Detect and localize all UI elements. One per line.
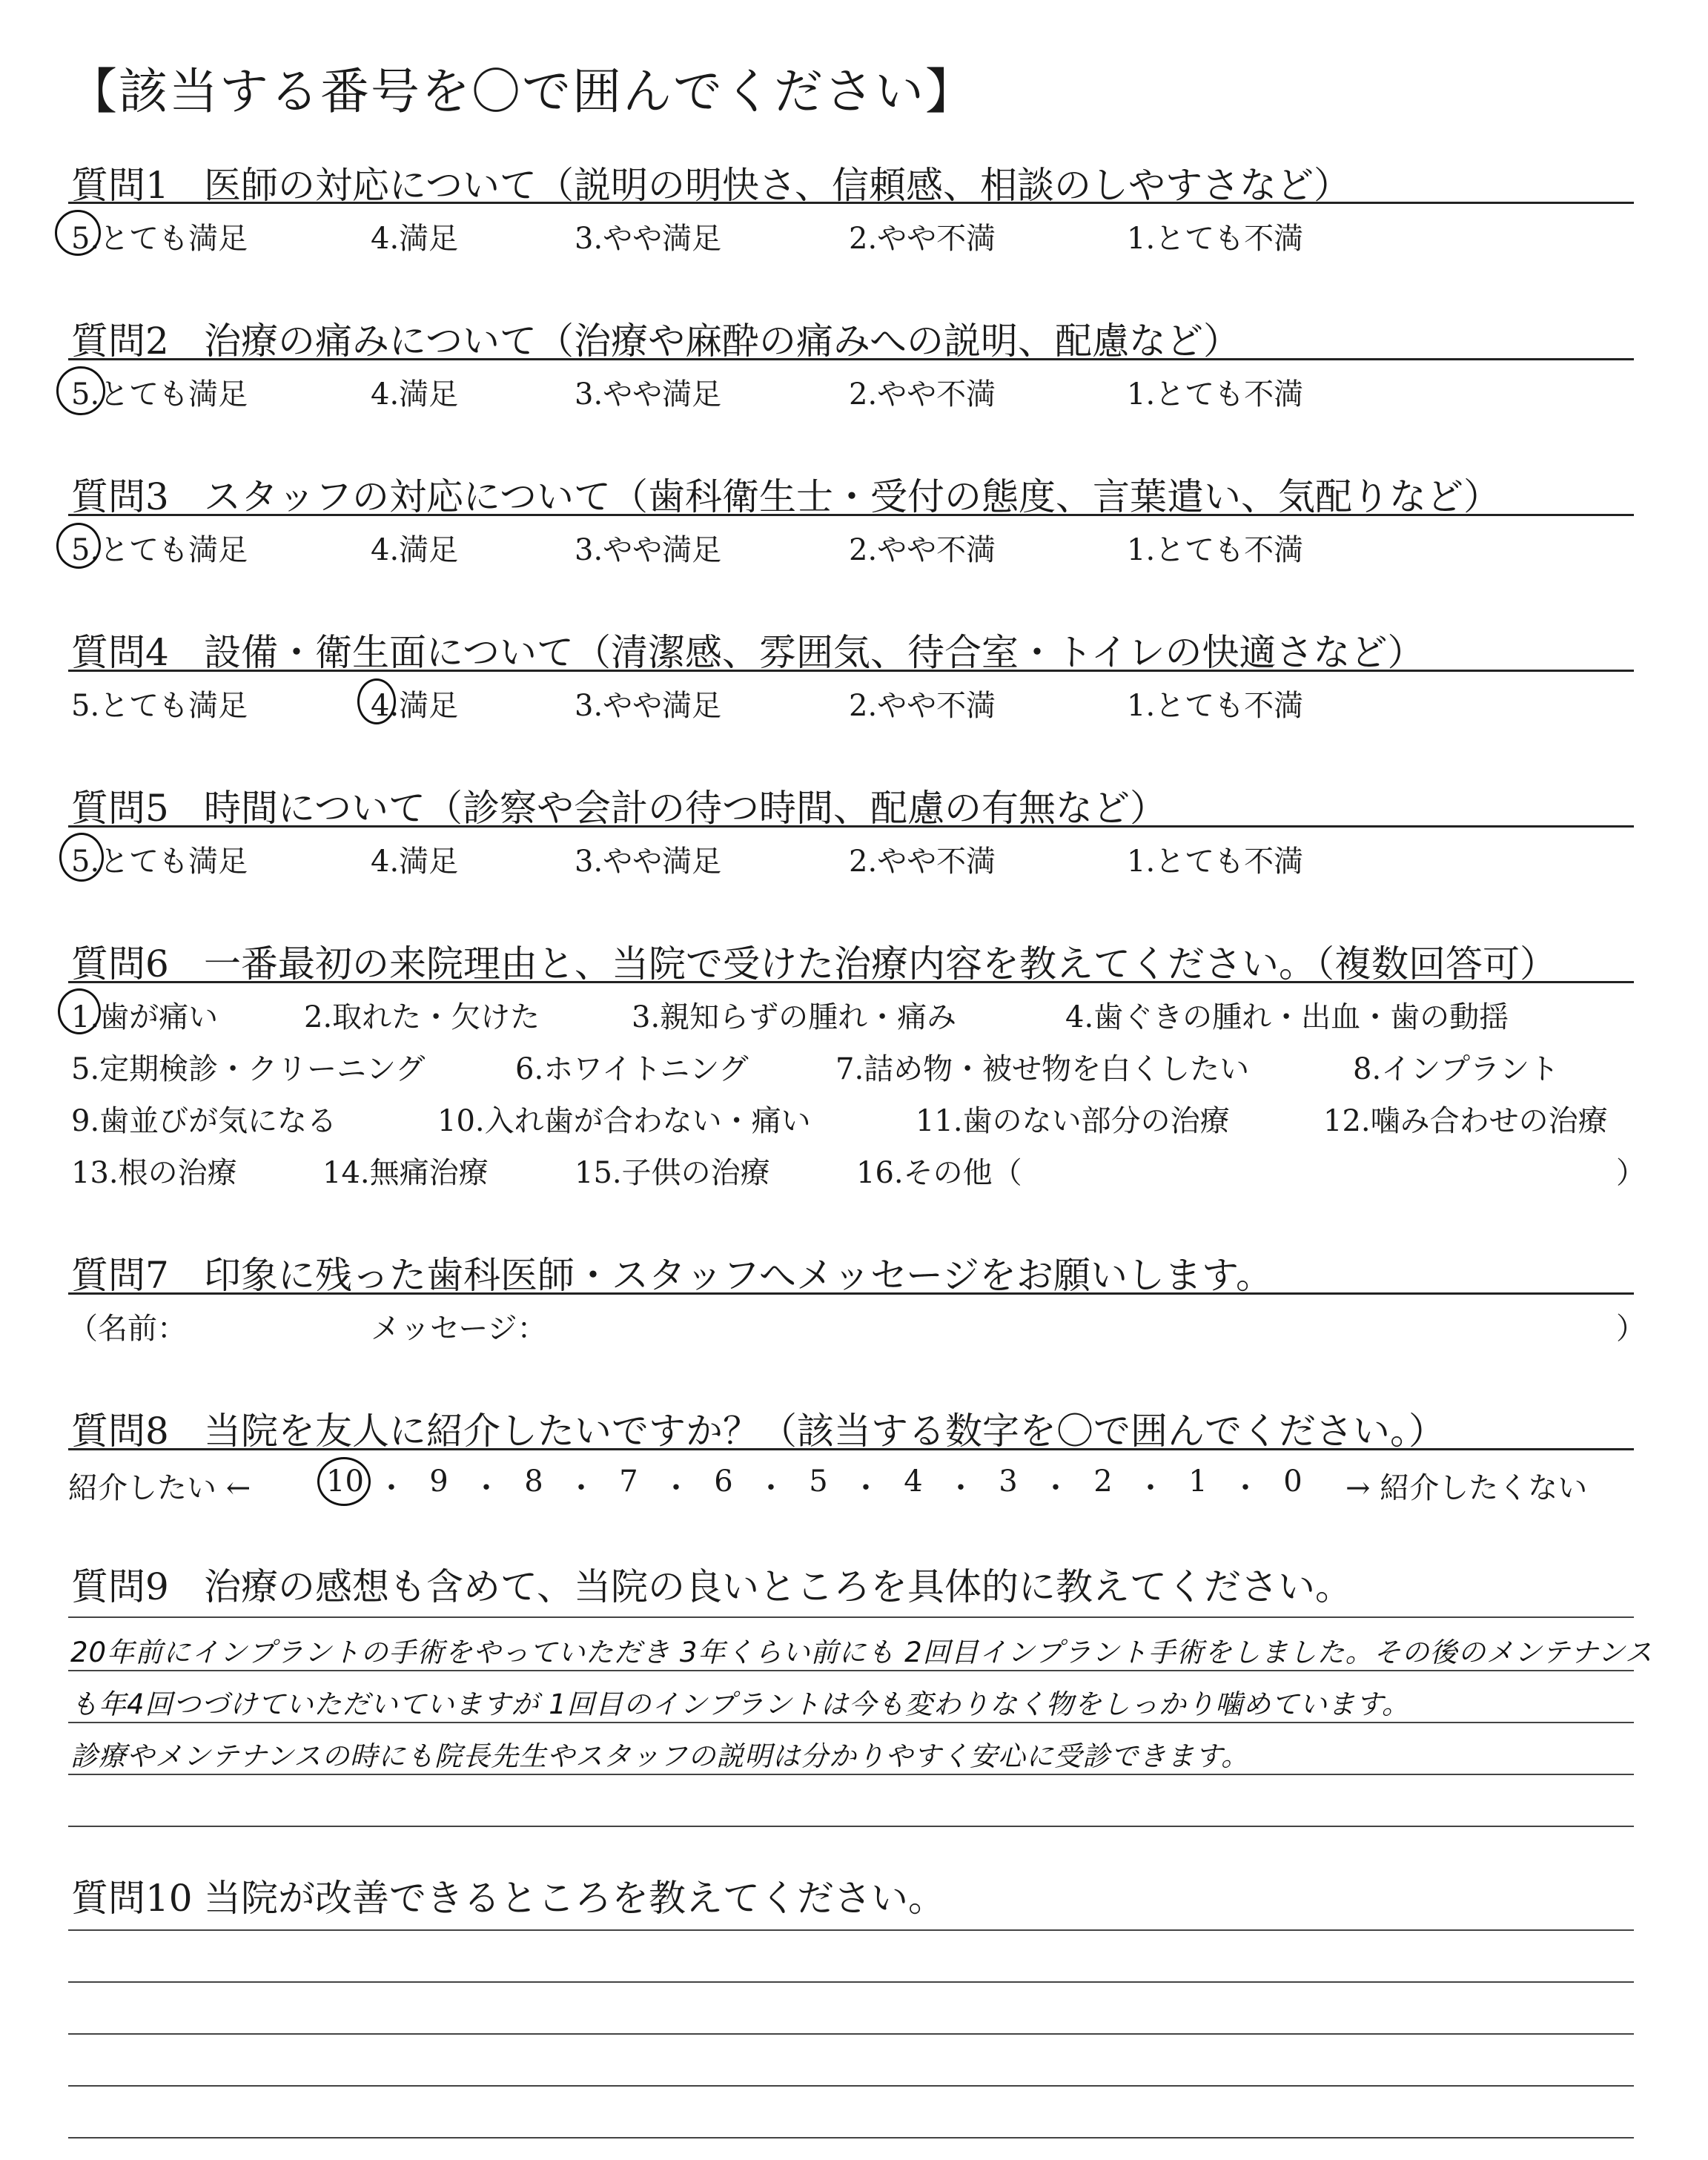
q8-dot: ・ [756, 1471, 786, 1505]
q8-score-3[interactable]: 3 [999, 1464, 1018, 1499]
q9-answer-rule [68, 1616, 1634, 1618]
q6-option-8[interactable]: 8.インプラント [1353, 1052, 1560, 1086]
q6-selected-circle [58, 988, 101, 1034]
q4-option-3[interactable]: 3.やや満足 [575, 689, 722, 723]
question-2-text: 治療の痛みについて（治療や麻酔の痛みへの説明、配慮など） [204, 320, 1240, 363]
q8-dot: ・ [661, 1471, 691, 1505]
q1-option-3[interactable]: 3.やや満足 [575, 222, 722, 256]
q2-option-1[interactable]: 1.とても不満 [1127, 377, 1304, 412]
q3-option-5[interactable]: 5.とても満足 [71, 533, 248, 567]
q4-selected-circle [357, 678, 396, 724]
q5-option-5[interactable]: 5.とても満足 [71, 845, 248, 879]
q7-message-label: メッセージ： [371, 1312, 547, 1346]
q8-dot: ・ [1231, 1471, 1260, 1505]
q9-answer-rule [68, 1774, 1634, 1775]
q3-option-1[interactable]: 1.とても不満 [1127, 533, 1304, 567]
question-2-label: 質問2 [71, 320, 169, 363]
q1-option-2[interactable]: 2.やや不満 [849, 222, 996, 256]
q8-score-4[interactable]: 4 [904, 1464, 923, 1499]
q6-option-4[interactable]: 4.歯ぐきの腫れ・出血・歯の動揺 [1065, 1000, 1509, 1034]
q8-dot: ・ [377, 1471, 406, 1505]
q9-answer-line-2: も年4回つづけていただいていますが 1回目のインプラントは今も変わりなく物をしっかり噛めています。 [70, 1688, 1410, 1720]
question-4-label: 質問4 [71, 631, 169, 674]
q8-score-1[interactable]: 1 [1188, 1464, 1208, 1499]
question-10-text: 当院が改善できるところを教えてください。 [204, 1877, 945, 1920]
q4-option-2[interactable]: 2.やや不満 [849, 689, 996, 723]
q8-left-label: 紹介したい ← [68, 1471, 251, 1505]
q2-option-4[interactable]: 4.満足 [371, 377, 459, 412]
q9-answer-line-1: 20年前にインプラントの手術をやっていただき 3年くらい前にも 2回目インプラント手術をしました。その後のメンテナンス [70, 1636, 1653, 1668]
q6-option-13[interactable]: 13.根の治療 [71, 1156, 237, 1190]
question-5-rule [68, 825, 1634, 828]
q6-option-16[interactable]: 16.その他（ [856, 1156, 1022, 1190]
question-6-text: 一番最初の来院理由と、当院で受けた治療内容を教えてください。（複数回答可） [204, 942, 1557, 985]
question-7-rule [68, 1292, 1634, 1295]
page-title: 【該当する番号を〇で囲んでください】 [68, 63, 976, 120]
q8-score-10[interactable]: 10 [326, 1464, 364, 1499]
q3-option-4[interactable]: 4.満足 [371, 533, 459, 567]
q4-option-1[interactable]: 1.とても不満 [1127, 689, 1304, 723]
question-6-label: 質問6 [71, 942, 169, 985]
q8-dot: ・ [1136, 1471, 1165, 1505]
q6-option-1[interactable]: 1.歯が痛い [71, 1000, 219, 1034]
question-7-label: 質問7 [71, 1254, 169, 1297]
q5-option-2[interactable]: 2.やや不満 [849, 845, 996, 879]
q1-option-4[interactable]: 4.満足 [371, 222, 459, 256]
q9-answer-rule [68, 1722, 1634, 1723]
question-1-label: 質問1 [71, 164, 169, 207]
q6-option-11[interactable]: 11.歯のない部分の治療 [916, 1104, 1230, 1138]
q6-option-12[interactable]: 12.噛み合わせの治療 [1323, 1104, 1608, 1138]
question-8-rule [68, 1448, 1634, 1450]
q8-dot: ・ [471, 1471, 501, 1505]
q8-score-0[interactable]: 0 [1283, 1464, 1302, 1499]
q10-answer-rule [68, 2137, 1634, 2138]
question-9-text: 治療の感想も含めて、当院の良いところを具体的に教えてください。 [204, 1565, 1352, 1608]
question-5-text: 時間について（診察や会計の待つ時間、配慮の有無など） [204, 787, 1167, 830]
q5-option-1[interactable]: 1.とても不満 [1127, 845, 1304, 879]
q10-answer-rule [68, 2085, 1634, 2087]
q4-option-5[interactable]: 5.とても満足 [71, 689, 248, 723]
question-3-label: 質問3 [71, 475, 169, 518]
q1-option-5[interactable]: 5.とても満足 [71, 222, 248, 256]
q8-scale [326, 1464, 1311, 1507]
q9-answer-rule [68, 1670, 1634, 1671]
question-3-text: スタッフの対応について（歯科衛生士・受付の態度、言葉遣い、気配りなど） [204, 475, 1500, 518]
q8-score-6[interactable]: 6 [714, 1464, 733, 1499]
q3-selected-circle [56, 523, 101, 569]
q10-answer-rule [68, 2033, 1634, 2035]
question-7-text: 印象に残った歯科医師・スタッフへメッセージをお願いします。 [204, 1254, 1273, 1297]
q6-option-5[interactable]: 5.定期検診・クリーニング [71, 1052, 426, 1086]
q8-score-7[interactable]: 7 [619, 1464, 638, 1499]
question-10-label: 質問10 [71, 1877, 193, 1920]
question-5-label: 質問5 [71, 787, 169, 830]
q8-dot: ・ [851, 1471, 881, 1505]
q6-option-15[interactable]: 15.子供の治療 [575, 1156, 770, 1190]
q6-option-10[interactable]: 10.入れ歯が合わない・痛い [437, 1104, 811, 1138]
q3-option-2[interactable]: 2.やや不満 [849, 533, 996, 567]
q7-name-label: （名前： [68, 1312, 187, 1346]
q8-dot: ・ [1041, 1471, 1070, 1505]
q2-selected-circle [56, 366, 105, 415]
q8-dot: ・ [566, 1471, 596, 1505]
q9-answer-line-3: 診療やメンテナンスの時にも院長先生やスタッフの説明は分かりやすく安心に受診できます。 [70, 1740, 1250, 1772]
q6-option-9[interactable]: 9.歯並びが気になる [71, 1104, 337, 1138]
question-1-rule [68, 202, 1634, 204]
q8-dot: ・ [946, 1471, 976, 1505]
q4-option-4[interactable]: 4.満足 [371, 689, 459, 723]
question-4-rule [68, 670, 1634, 672]
q10-answer-rule [68, 1981, 1634, 1983]
question-4-text: 設備・衛生面について（清潔感、雰囲気、待合室・トイレの快適さなど） [204, 631, 1425, 674]
question-1-text: 医師の対応について（説明の明快さ、信頼感、相談のしやすさなど） [204, 164, 1351, 207]
q1-selected-circle [55, 210, 101, 256]
q9-answer-rule [68, 1826, 1634, 1827]
q8-score-9[interactable]: 9 [429, 1464, 448, 1499]
q1-option-1[interactable]: 1.とても不満 [1127, 222, 1304, 256]
q8-score-5[interactable]: 5 [809, 1464, 828, 1499]
question-8-label: 質問8 [71, 1410, 169, 1453]
question-2-rule [68, 358, 1634, 360]
q6-option-7[interactable]: 7.詰め物・被せ物を白くしたい [835, 1052, 1250, 1086]
q8-right-label: → 紹介したくない [1345, 1471, 1588, 1505]
q6-option-6[interactable]: 6.ホワイトニング [515, 1052, 749, 1086]
question-8-text: 当院を友人に紹介したいですか？（該当する数字を〇で囲んでください。） [204, 1410, 1446, 1453]
q2-option-3[interactable]: 3.やや満足 [575, 377, 722, 412]
q8-selected-circle [317, 1457, 371, 1506]
question-3-rule [68, 514, 1634, 516]
q6-option-3[interactable]: 3.親知らずの腫れ・痛み [632, 1000, 957, 1034]
q3-option-3[interactable]: 3.やや満足 [575, 533, 722, 567]
question-9-label: 質問9 [71, 1565, 169, 1608]
q2-option-2[interactable]: 2.やや不満 [849, 377, 996, 412]
q5-selected-circle [59, 833, 104, 882]
q6-option-2[interactable]: 2.取れた・欠けた [304, 1000, 540, 1034]
q2-option-5[interactable]: 5.とても満足 [71, 377, 248, 412]
q6-other-close-paren: ） [1616, 1156, 1646, 1190]
q8-score-2[interactable]: 2 [1093, 1464, 1113, 1499]
question-6-rule [68, 981, 1634, 983]
q6-option-14[interactable]: 14.無痛治療 [322, 1156, 489, 1190]
q7-close-paren: ） [1616, 1312, 1646, 1346]
q8-score-8[interactable]: 8 [524, 1464, 543, 1499]
q5-option-4[interactable]: 4.満足 [371, 845, 459, 879]
q5-option-3[interactable]: 3.やや満足 [575, 845, 722, 879]
q10-answer-rule [68, 1929, 1634, 1931]
